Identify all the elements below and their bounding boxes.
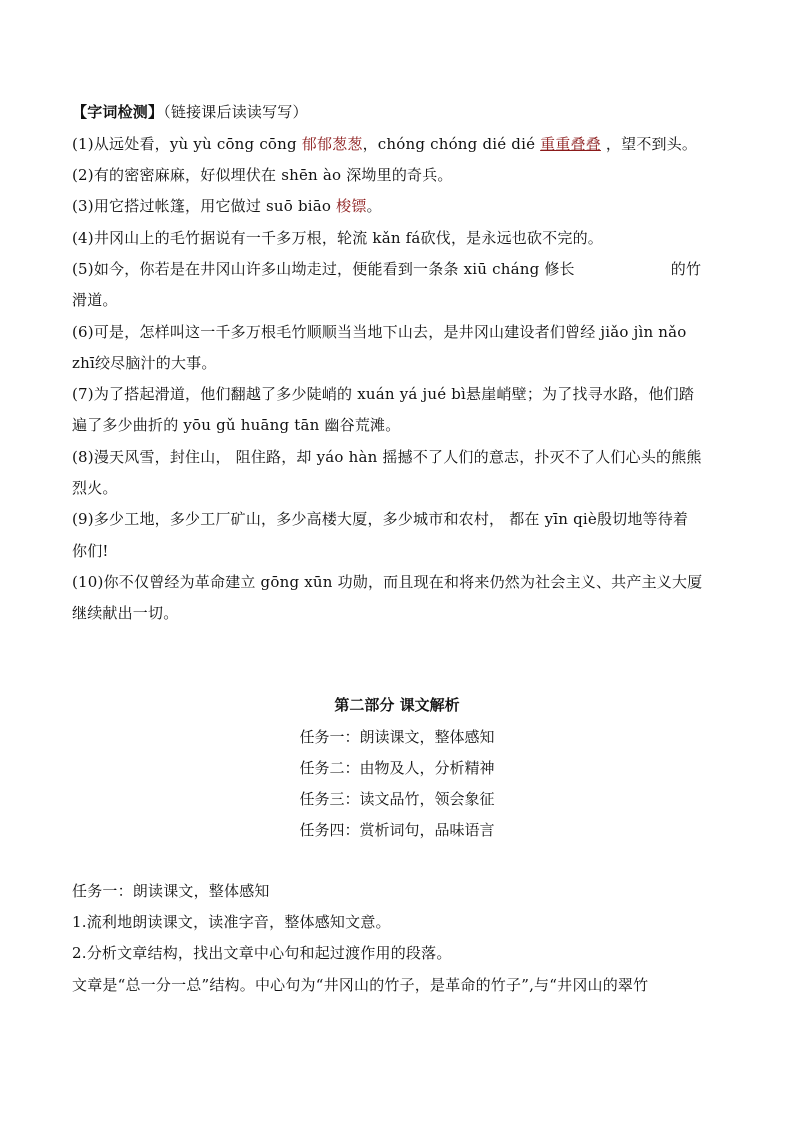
exercise-item-10-cont [72,603,732,623]
item-text: (6)可是，怎样叫这一千多万根毛竹顺顺当当地下山去，是井冈山建设者们曾经 jiǎo jìn nǎo [72,323,687,341]
item-text: (1)从远处看，yù yù cōng cōng [72,135,302,153]
exercise-item-4 [72,228,732,248]
part2-heading: 第二部分 课文解析 [334,696,460,714]
item-text: ，chóng chóng dié dié [362,135,541,153]
part2-task-1: 任务一：朗读课文，整体感知 [299,728,495,746]
part2-task-3: 任务三：读文品竹，领会象征 [299,790,495,808]
item-text: (3)用它搭过帐篷，用它做过 suō biāo [72,197,337,215]
exercise-item-6-cont [72,353,732,373]
task1-paragraph-1: 1.流利地朗读课文，读准字音，整体感知文意。 [72,913,391,931]
exercise-item-7-cont [72,415,732,435]
exercise-item-6 [72,322,732,342]
answer-text: 郁郁葱葱 [301,135,363,153]
item-text: (7)为了搭起滑道，他们翻越了多少陡峭的 xuán yá jué bì悬崖峭壁；为了找寻水路，他们踏 [72,385,695,403]
item-text: 你们! [72,542,109,560]
item-text: 滑道。 [72,291,118,309]
exercise-item-2 [72,165,732,185]
exercise-item-5 [72,259,732,279]
item-text: (2)有的密密麻麻，好似埋伏在 shēn ào 深坳里的奇兵。 [72,166,453,184]
task1-paragraph-2: 2.分析文章结构，找出文章中心句和起过渡作用的段落。 [72,944,452,962]
exercise-item-9 [72,509,732,529]
exercise-item-9-cont [72,541,732,561]
section-subtitle: （链接课后读读写写） [163,103,308,121]
exercise-item-1 [72,134,732,154]
item-text: (8)漫天风雪，封住山， 阻住路，却 yáo hàn 摇撼不了人们的意志，扑灭不了人们心头的熊熊 [72,448,702,466]
item-text: ，望不到头。 [600,135,698,153]
part2-task-4: 任务四：赏析词句，品味语言 [299,821,495,839]
answer-text: 重重叠叠 [540,135,601,153]
exercise-item-3 [72,196,732,216]
item-text: (9)多少工地，多少工厂矿山，多少高楼大厦，多少城市和农村， 都在 yīn qiè殷切地等待着 [72,510,689,528]
task1-title: 任务一：朗读课文，整体感知 [72,882,270,900]
item-text: 烈火。 [72,479,118,497]
exercise-item-8-cont [72,478,732,498]
exercise-item-10 [72,572,732,592]
section-title: 【字词检测】 [72,103,164,121]
answer-text: 梭镖 [336,197,367,215]
section-heading [72,102,732,122]
item-text: 遍了多少曲折的 yōu gǔ huāng tān 幽谷荒滩。 [72,416,401,434]
item-text: (10)你不仅曾经为革命建立 gōng xūn 功勋，而且现在和将来仍然为社会主义、共产主义大厦 [72,573,703,591]
item-text: 的竹 [670,260,702,278]
exercise-item-8 [72,447,732,467]
exercise-item-7 [72,384,732,404]
part2-task-2: 任务二：由物及人，分析精神 [299,759,495,777]
task1-paragraph-3: 文章是“总一分一总”结构。中心句为“井冈山的竹子，是革命的竹子”,与“井冈山的翠竹 [72,976,649,994]
item-text: (5)如今，你若是在井冈山许多山坳走过，便能看到一条条 xiū cháng 修长 [72,260,575,278]
item-text: 继续献出一切。 [72,604,179,622]
item-text: (4)井冈山上的毛竹据说有一千多万根，轮流 kǎn fá砍伐，是永远也砍不完的。 [72,229,603,247]
item-text: 。 [366,197,382,215]
item-text: zhī绞尽脑汁的大事。 [72,354,217,372]
exercise-item-5-cont [72,290,732,310]
